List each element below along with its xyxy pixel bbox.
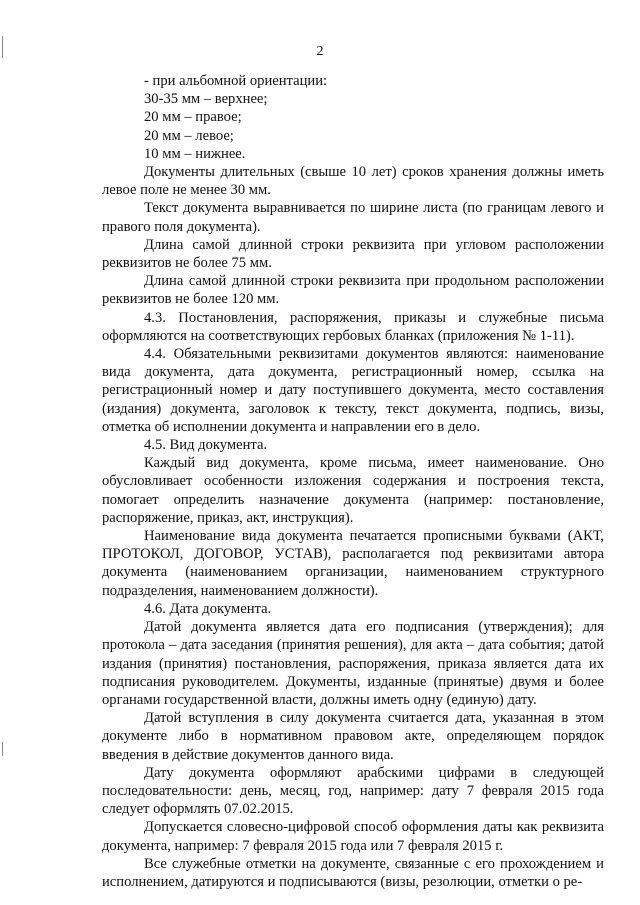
paragraph-orientation: - при альбомной ориентации: [144,73,328,89]
document-body [102,72,604,891]
list-item-top-margin: 30-35 мм – верхнее; [144,91,268,108]
section-4-6-heading: 4.6. Дата документа. [144,600,272,617]
paragraph-long-term-docs: Документы длительных (свыше 10 лет) сроков хранения должны иметь левое поле не менее 30 мм. [102,164,604,199]
page-number: 2 [316,44,324,59]
paragraph-document-date: Датой документа является дата его подписания (утверждения); для протокола – дата заседания (принятия решения), для акта – дата события; датой издания (принятия) постановления, распоряжения, приказа является дата их подписания руководителем. Документы, изданные (принятые) двумя и более органами государственной власти, должны иметь одну (единую) дату. [102,619,604,708]
section-4-3: 4.3. Постановления, распоряжения, приказы и служебные письма оформляются на соответствующих гербовых бланках (приложения № 1-11). [102,309,604,344]
section-4-5-heading: 4.5. Вид документа. [144,437,268,454]
scan-edge-mark [2,742,3,756]
paragraph-service-marks: Все служебные отметки на документе, связанные с его прохождением и исполнением, датируются и подписываются (визы, резолюции, отметки о ре- [102,855,604,890]
paragraph-doc-type-name: Каждый вид документа, кроме письма, имеет наименование. Оно обусловливает особенности изложения содержания и построения текста, помогает определить назначение документа (например: постановление, распоряжение, приказ, акт, инструкция). [102,455,604,526]
paragraph-verbal-date: Допускается словесно-цифровой способ оформления даты как реквизита документа, например: 7 февраля 2015 года или 7 февраля 2015 г. [102,819,604,854]
list-item-bottom-margin: 10 мм – нижнее. [144,145,246,162]
paragraph-doc-type-caps: Наименование вида документа печатается прописными буквами (АКТ, ПРОТОКОЛ, ДОГОВОР, УСТАВ), располагается под реквизитами автора документа (наименованием организации, наименованием структурного подразделения, наименованием должности). [102,528,604,599]
paragraph-longitudinal-layout: Длина самой длинной строки реквизита при продольном расположении реквизитов не более 120 мм. [102,273,604,308]
paragraph-text-alignment: Текст документа выравнивается по ширине листа (по границам левого и правого поля документа). [102,200,604,235]
paragraph-date-format: Дату документа оформляют арабскими цифрами в следующей последовательности: день, месяц, год, например: дату 7 февраля 2015 года следует оформлять 07.02.2015. [102,764,604,818]
list-item-right-margin: 20 мм – правое; [144,109,242,126]
paragraph-effective-date: Датой вступления в силу документа считается дата, указанная в этом документе либо в нормативном правовом акте, определяющем порядок введения в действие документов данного вида. [102,710,604,763]
paragraph-corner-layout: Длина самой длинной строки реквизита при угловом расположении реквизитов не более 75 мм. [102,236,604,272]
section-4-4: 4.4. Обязательными реквизитами документов являются: наименование вида документа, дата документа, регистрационный номер, ссылка на регистрационный номер и дату поступившего документа, место составления (издания) документа, заголовок к тексту, текст документа, подпись, визы, отметка об исполнении документа и направлении его в дело. [102,346,604,435]
list-item-left-margin: 20 мм – левое; [144,127,234,144]
